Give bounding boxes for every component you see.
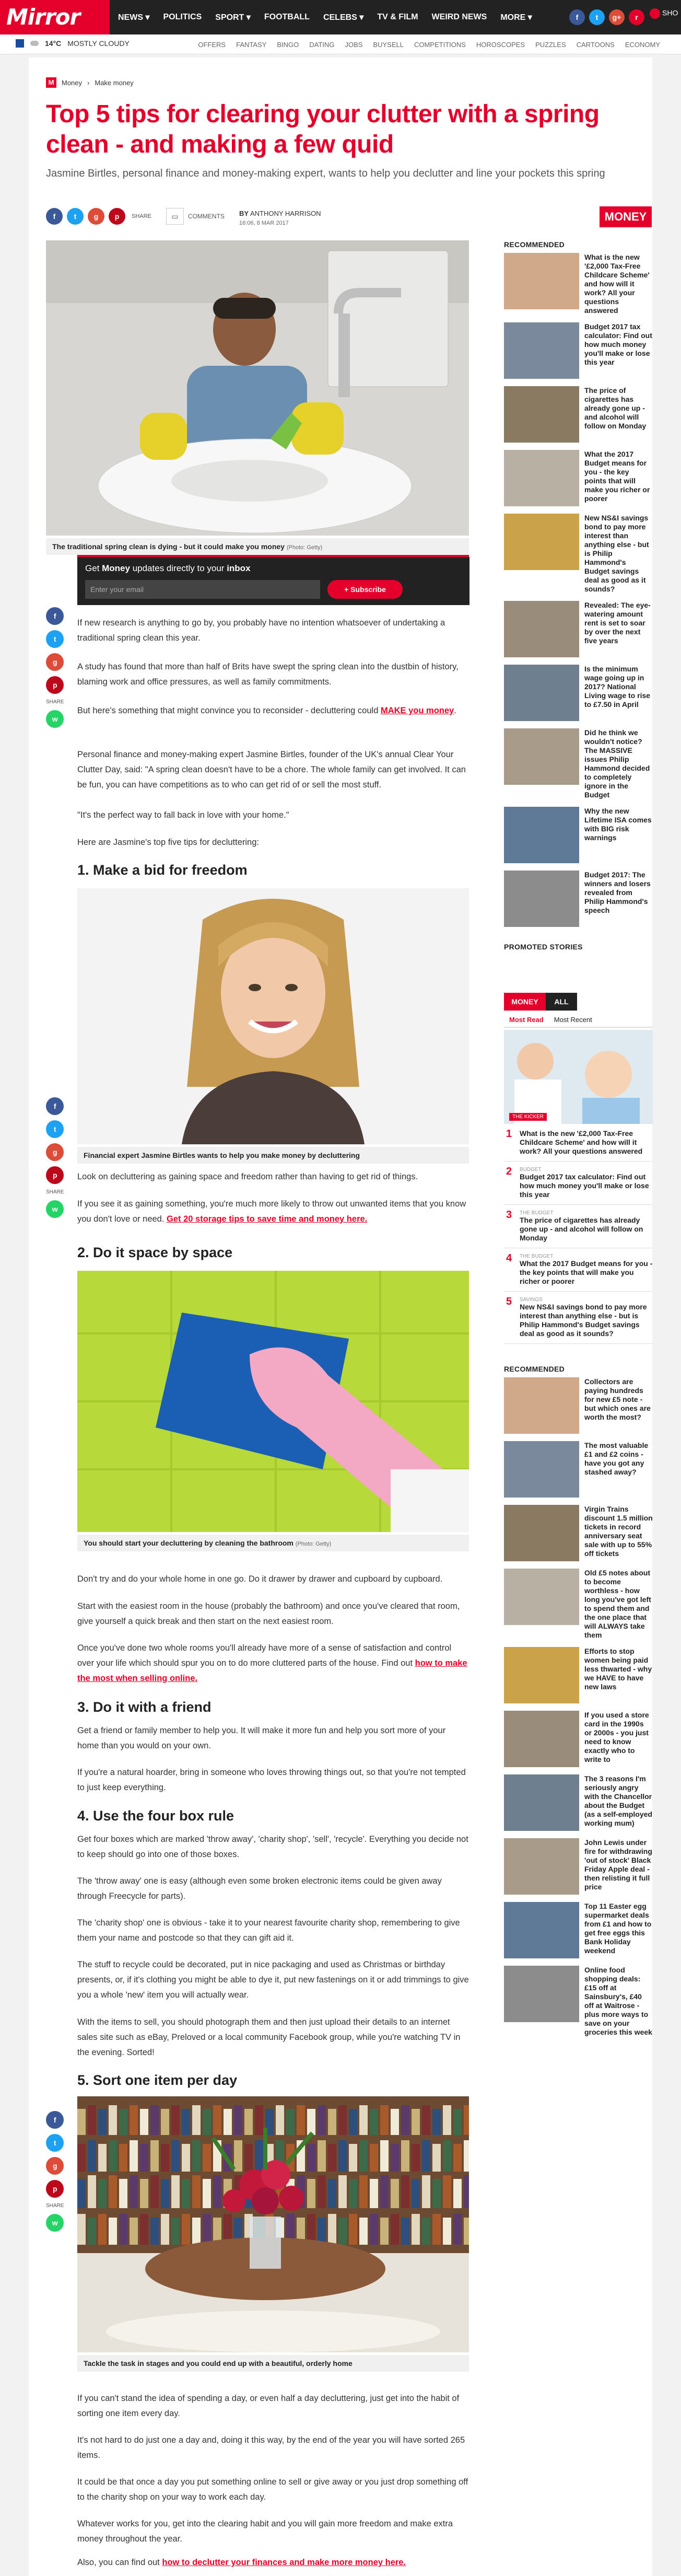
recommended2-headline: Efforts to stop women being paid less thwarted - why we HAVE to have new laws [584,1647,652,1691]
recommended2-thumbnail [504,1569,579,1625]
recommended-thumbnail [504,514,579,570]
para-2: A study has found that more than half of Brits have swept the spring clean into the dustbin of history, blaming work and office pressures, as well as family commitments. [77,662,459,687]
tab-money[interactable]: MONEY [504,993,546,1011]
most-read-number: 2 [506,1166,512,1177]
recommended2-thumbnail [504,1902,579,1958]
recommended-headline: Budget 2017: The winners and losers revealed from Philip Hammond's speech [584,871,651,914]
hero-figure [46,240,469,555]
nav-weird-news[interactable]: WEIRD NEWS [431,13,487,21]
floating-share-rail-3 [46,2111,64,2232]
recommended2-item[interactable] [504,1647,653,1703]
recommended-headline: Budget 2017 tax calculator: Find out how much money you'll make or lose this year [584,322,652,366]
nav-politics[interactable]: POLITICS [163,13,202,21]
float2-facebook-icon[interactable]: f [46,1097,64,1115]
recommended2-headline: John Lewis under fire for withdrawing 'out of stock' Black Friday Apple deal - then relisting it full price [584,1838,652,1891]
most-read-list [504,1124,653,1344]
para-23: Also, you can find out how to declutter your finances and make more money here. [77,2558,406,2567]
most-read-headline: Budget 2017 tax calculator: Find out how much money you'll make or lose this year [520,1173,649,1199]
recommended-item[interactable] [504,665,653,721]
sublink-jobs[interactable]: JOBS [345,41,363,49]
float-share-label: SHARE [46,699,64,705]
nav-more[interactable]: MORE ▾ [500,13,532,22]
most-read-kicker: BUDGET [520,1167,542,1173]
recommended-headline: Did he think we wouldn't notice? The MASSIVE issues Philip Hammond decided to completely ignore in the Budget [584,728,650,799]
recommended2-thumbnail [504,1441,579,1498]
share-label: SHARE [132,213,151,219]
recommended2-title: RECOMMENDED [504,1365,565,1373]
recommended2-thumbnail [504,1647,579,1703]
recommended-headline: Is the minimum wage going up in 2017? National Living wage to rise to £7.50 in April [584,665,651,709]
living-room-image [77,2096,469,2352]
recommended-thumbnail [504,253,579,309]
float3-share-label: SHARE [46,2203,64,2209]
recommended2-thumbnail [504,1377,579,1434]
most-read-item[interactable] [504,1248,653,1292]
floating-share-rail-1 [46,607,64,728]
most-read-headline: What is the new '£2,000 Tax-Free Childcare Scheme' and how will it work? All your questions answered [520,1129,643,1155]
comments-link[interactable] [166,208,225,225]
sublink-fantasy[interactable]: FANTASY [236,41,267,49]
recommended2-headline: If you used a store card in the 1990s or 2000s - you just need to know exactly who to write to [584,1711,649,1763]
most-read-kicker: SAVINGS [520,1297,543,1303]
tab-most-recent[interactable]: Most Recent [554,1016,592,1024]
bathroom-caption: You should start your decluttering by cleaning the bathroom (Photo: Getty) [77,1535,469,1551]
sublink-buysell[interactable]: BUYSELL [373,41,404,49]
recommended-thumbnail [504,665,579,721]
recommended-thumbnail [504,322,579,379]
money-section-icon: M [46,77,56,88]
comments-label: COMMENTS [187,213,225,220]
share-pinterest-icon[interactable]: p [109,208,125,225]
para-14: Get four boxes which are marked 'throw away', 'charity shop', 'sell', 'recycle'. Everything you decide not to keep should go into one of those boxes. [77,1835,468,1859]
breadcrumb-money[interactable]: Money [62,78,83,87]
newsletter-title: Get Money updates directly to your inbox [85,563,251,573]
sub-bar [0,34,681,54]
recommended2-item[interactable] [504,1774,653,1831]
weather-logo-icon [16,39,24,48]
newsletter-email-input[interactable]: Enter your email [85,580,320,599]
bathroom-image [77,1271,469,1532]
recommended2-item[interactable] [504,1711,653,1767]
living-room-figure [77,2096,469,2372]
sublink-cartoons[interactable]: CARTOONS [576,41,615,49]
para-16: The 'charity shop' one is obvious - take it to your nearest favourite charity shop, remembering to give them your name and postcode so that they can gift aid it. [77,1918,460,1943]
para-8: If you see it as gaining something, you're much more likely to throw out unwanted items that you know you don't love or need. Get 20 storage tips to save time and money here. [77,1199,466,1224]
recommended2-headline: Top 11 Easter egg supermarket deals from £1 and how to get free eggs this Bank Holiday weekend [584,1902,652,1955]
most-read-number: 3 [506,1209,512,1221]
nav-sport[interactable]: SPORT ▾ [215,13,251,22]
para-19: If you can't stand the idea of spending a day, or even half a day decluttering, just get into the habit of sorting one item every day. [77,2394,460,2418]
declutter-finances-link[interactable]: how to declutter your finances and make more money here. [162,2558,406,2567]
recommended-item[interactable] [504,253,653,315]
float3-google-plus-icon[interactable]: g [46,2157,64,2175]
recommended-item[interactable] [504,728,653,799]
recommended2-thumbnail [504,1966,579,2022]
promoted-title: PROMOTED STORIES [504,943,583,951]
recommended-headline: What is the new '£2,000 Tax-Free Childcare Scheme' and how will it work? All your questions answered [584,253,650,315]
heading-tip-2: 2. Do it space by space [77,1245,233,1260]
comment-icon: ▭ [166,208,184,225]
recommended-item[interactable] [504,807,653,863]
newsletter-signup [77,555,469,605]
float2-share-label: SHARE [46,1189,64,1195]
sublink-offers[interactable]: OFFERS [198,41,226,49]
featured-kicker: THE KICKER [509,1113,547,1121]
recommended2-thumbnail [504,1774,579,1831]
author-link[interactable]: ANTHONY HARRISON [250,210,321,217]
recommended2-headline: Online food shopping deals: £15 off at Sainsbury's, £40 off at Waitrose - plus more ways to save on your groceries this week [584,1966,652,2036]
recommended-item[interactable] [504,871,653,927]
make-money-link[interactable]: MAKE you money [380,706,454,715]
floating-share-rail-2 [46,1097,64,1218]
jasmine-image [77,888,469,1144]
hero-image [46,240,469,536]
header-social-icons [569,9,644,25]
tab-most-read[interactable]: Most Read [509,1016,544,1024]
para-10: Start with the easiest room in the house (probably the bathroom) and once you've cleared that room, give yourself a quick break and then start on the next easiest room. [77,1602,460,1626]
recommended-thumbnail [504,386,579,443]
para-7: Look on decluttering as gaining space and freedom rather than having to get rid of things. [77,1172,418,1181]
top-navigation-bar [0,0,681,34]
section-tag[interactable]: MONEY [600,206,652,227]
float3-whatsapp-icon[interactable]: w [46,2214,64,2232]
most-read-headline: The price of cigarettes has already gone up - and alcohol will follow on Monday [520,1216,643,1242]
article-date: 16:06, 8 MAR 2017 [239,220,289,226]
para-5: "It's the perfect way to fall back in love with your home." [77,810,289,820]
recommended2-headline: Collectors are paying hundreds for new £5 note - but which ones are worth the most? [584,1377,651,1421]
nav-football[interactable]: FOOTBALL [264,13,310,21]
most-read-featured-image[interactable] [504,1030,653,1124]
most-read-item[interactable] [504,1292,653,1344]
breadcrumb-separator: › [87,78,90,87]
article-title: Top 5 tips for clearing your clutter with a spring clean - and making a few quid [46,100,600,158]
recommended-headline: Revealed: The eye-watering amount rent is set to soar by over the next five years [584,601,651,645]
share-google-plus-icon[interactable]: g [88,208,104,225]
recommended2-headline: Virgin Trains discount 1.5 million tickets in record anniversary seat sale with up to 55% off tickets [584,1505,653,1558]
most-read-item[interactable] [504,1162,653,1205]
share-facebook-icon[interactable]: f [46,208,63,225]
para-3: But here's something that might convince you to reconsider - decluttering could MAKE you money. [77,706,456,715]
heading-tip-3: 3. Do it with a friend [77,1699,212,1715]
most-read-item[interactable] [504,1205,653,1248]
recommended-item[interactable] [504,322,653,379]
tab-all[interactable]: ALL [546,993,577,1011]
recommended-list [504,253,653,927]
float-google-plus-icon[interactable]: g [46,653,64,671]
recommended2-item[interactable] [504,1505,653,1561]
byline-prefix: BY [239,210,249,217]
recommended2-headline: The most valuable £1 and £2 coins - have you got any stashed away? [584,1441,649,1476]
recommended2-list [504,1377,653,2037]
float2-twitter-icon[interactable]: t [46,1120,64,1138]
float3-facebook-icon[interactable]: f [46,2111,64,2129]
recommended-thumbnail [504,450,579,506]
para-15: The 'throw away' one is easy (although even some broken electronic items could be given away through Freecycle for parts). [77,1876,442,1901]
living-room-caption: Tackle the task in stages and you could end up with a beautiful, orderly home [77,2355,469,2372]
breadcrumb [46,77,134,88]
article-standfirst: Jasmine Birtles, personal finance and money-making expert, wants to help you declutter and line your pockets this spring [46,168,605,179]
jasmine-caption: Financial expert Jasmine Birtles wants to help you make money by decluttering [77,1147,469,1164]
float-pinterest-icon[interactable]: p [46,676,64,694]
float-facebook-icon[interactable]: f [46,607,64,625]
bathroom-figure [77,1271,469,1551]
recommended-headline: What the 2017 Budget means for you - the key points that will make you richer or poorer [584,450,650,503]
recommended-thumbnail [504,601,579,657]
most-read-headline: What the 2017 Budget means for you - the key points that will make you richer or poorer [520,1259,653,1285]
subscribe-button[interactable]: + Subscribe [327,580,403,599]
recommended-title: RECOMMENDED [504,240,565,249]
recommended-thumbnail [504,871,579,927]
most-read-widget [504,993,653,1344]
cloud-icon [30,41,39,46]
float-whatsapp-icon[interactable]: w [46,710,64,728]
recommended-thumbnail [504,807,579,863]
most-read-kicker: THE BUDGET [520,1210,554,1216]
facebook-icon[interactable]: f [569,9,585,25]
recommended-item[interactable] [504,601,653,657]
heading-tip-1: 1. Make a bid for freedom [77,862,248,878]
para-17: The stuff to recycle could be decorated, put in nice packaging and used as Christmas or birthday presents, or, if it's clothing you might be able to dye it, put new fastenings on it or add trimmings to give you a whole 'new' item you will actually wear. [77,1960,469,2000]
sidebar [504,240,653,2044]
recommended2-headline: Old £5 notes about to become worthless - how long you've got left to spend them and the one place that will ALWAYS take them [584,1569,651,1639]
breadcrumb-make-money[interactable]: Make money [95,78,134,87]
float-twitter-icon[interactable]: t [46,630,64,648]
para-20: It's not hard to do just one a day and, doing it this way, by the end of the year you will have sorted 265 items. [77,2435,465,2460]
float3-twitter-icon[interactable]: t [46,2134,64,2152]
float3-pinterest-icon[interactable]: p [46,2180,64,2198]
para-6: Here are Jasmine's top five tips for decluttering: [77,838,259,847]
most-read-headline: New NS&I savings bond to pay more interest than anything else - but is Philip Hammond's Budget savings deal as good as it sounds? [520,1303,647,1338]
sublink-horoscopes[interactable]: HOROSCOPES [476,41,525,49]
sublink-dating[interactable]: DATING [309,41,335,49]
recommended2-item[interactable] [504,1838,653,1895]
twitter-icon[interactable]: t [589,9,605,25]
storage-tips-link[interactable]: Get 20 storage tips to save time and money here. [167,1214,368,1224]
sub-links [198,41,660,49]
article-body [46,240,469,555]
recommended2-item[interactable] [504,1902,653,1958]
recommended-item[interactable] [504,514,653,594]
sublink-bingo[interactable]: BINGO [277,41,299,49]
sublink-competitions[interactable]: COMPETITIONS [414,41,466,49]
main-nav [118,0,532,34]
recommended2-item[interactable] [504,1569,653,1640]
recommended2-item[interactable] [504,1966,653,2037]
recommended-headline: Why the new Lifetime ISA comes with BIG risk warnings [584,807,652,842]
para-12: Get a friend or family member to help you. It will make it more fun and help you sort more of your home than you would on your own. [77,1726,446,1750]
heading-tip-4: 4. Use the four box rule [77,1808,234,1824]
google-plus-icon[interactable]: g+ [609,9,625,25]
most-read-kicker: THE BUDGET [520,1254,554,1259]
para-18: With the items to sell, you should photograph them and then just upload their details to an internet sales site such as eBay, Preloved or a local community Facebook group, while you're watching TV in the evening. Sorted! [77,2017,461,2057]
recommended2-item[interactable] [504,1441,653,1498]
nav-celebs[interactable]: CELEBS ▾ [323,13,364,22]
float2-whatsapp-icon[interactable]: w [46,1200,64,1218]
recommended-headline: New NS&I savings bond to pay more interest than anything else - but is Philip Hammond's Budget savings deal as good as it sounds? [584,514,649,593]
recommended2-thumbnail [504,1505,579,1561]
recommended2-thumbnail [504,1838,579,1895]
byline [239,209,321,228]
weather-desc: MOSTLY CLOUDY [67,39,130,48]
para-4: Personal finance and money-making expert Jasmine Birtles, founder of the UK's annual Clear Your Clutter Day, said: "A spring clean doesn't have to be a chore. The whole family can get involved. It can be fun, you can have competitions as to who can get rid of or sell the most stuff. [77,750,466,790]
nav-news[interactable]: NEWS ▾ [118,13,150,22]
sublink-economy[interactable]: ECONOMY [625,41,660,49]
para-22: Whatever works for you, get into the clearing habit and you will gain more freedom and make extra money throughout the year. [77,2519,453,2544]
recommended2-thumbnail [504,1711,579,1767]
share-twitter-icon[interactable]: t [67,208,84,225]
recommended2-item[interactable] [504,1377,653,1434]
most-read-item[interactable] [504,1124,653,1162]
nav-tv-film[interactable]: TV & FILM [377,13,418,21]
para-9: Don't try and do your whole home in one go. Do it drawer by drawer and cupboard by cupboard. [77,1574,443,1584]
para-13: If you're a natural hoarder, bring in someone who loves throwing things out, so that you're not tempted to just keep everything. [77,1768,466,1792]
sublink-puzzles[interactable]: PUZZLES [535,41,566,49]
share-row [46,208,225,225]
cart-icon [650,8,660,19]
weather-widget[interactable] [16,39,130,48]
weather-temp: 14°C [45,39,62,48]
shop-link[interactable]: SHO [650,8,681,19]
heading-tip-5: 5. Sort one item per day [77,2072,238,2088]
recommended-headline: The price of cigarettes has already gone up - and alcohol will follow on Monday [584,386,647,430]
para-11: Once you've done two whole rooms you'll already have more of a sense of satisfaction and control over your life which should spur you on to do more cluttered parts of the house. Find out how to make the most when selling online. [77,1643,467,1683]
para-21: It could be that once a day you put something online to sell or give away or you just drop something off to the charity shop on your way to work each day. [77,2477,468,2502]
float2-pinterest-icon[interactable]: p [46,1166,64,1184]
jasmine-figure [77,888,469,1164]
hero-caption: The traditional spring clean is dying - but it could make you money (Photo: Getty) [46,538,469,555]
float2-google-plus-icon[interactable]: g [46,1143,64,1161]
selling-online-link[interactable]: how to make the most when selling online. [77,1658,467,1683]
recommended-item[interactable] [504,386,653,443]
para-1: If new research is anything to go by, you probably have no intention whatsoever of undertaking a traditional spring clean this year. [77,618,445,643]
recommended-thumbnail [504,728,579,785]
rss-icon[interactable]: r [629,9,644,25]
most-read-number: 4 [506,1252,512,1264]
most-read-number: 5 [506,1296,512,1307]
most-read-number: 1 [506,1128,512,1140]
recommended2-headline: The 3 reasons I'm seriously angry with the Chancellor about the Budget (as a self-employed working mum) [584,1774,652,1827]
mirror-logo[interactable]: Mirror [0,0,110,34]
recommended-item[interactable] [504,450,653,506]
